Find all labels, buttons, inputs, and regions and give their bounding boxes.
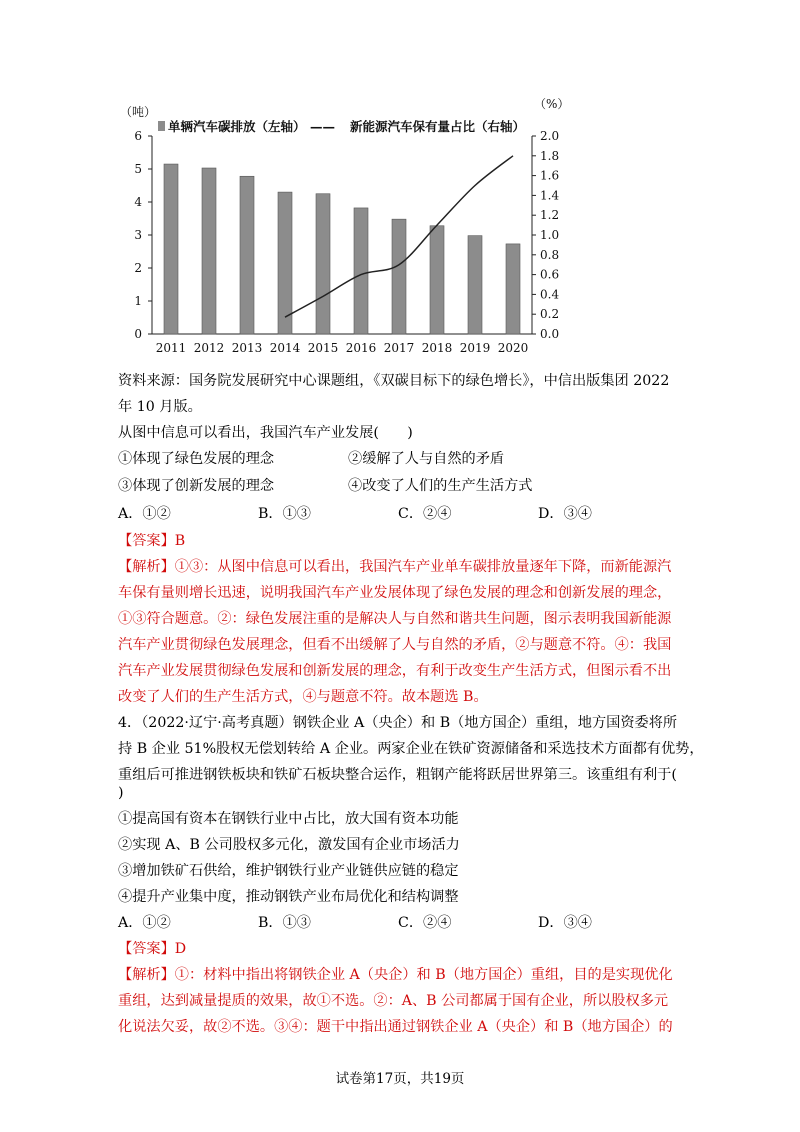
bar [468,236,482,334]
x-tick-label: 2016 [345,341,377,355]
q3-option-b: B．①③ [258,506,311,522]
right-tick-label: 0.0 [540,327,560,341]
x-tick-label: 2015 [307,341,339,355]
right-tick-label: 1.6 [540,168,560,183]
right-axis [532,129,559,341]
q4-answer: 【答案】D [118,941,187,957]
source-line-1: 资料来源：国务院发展研究中心课题组，《双碳目标下的绿色增长》，中信出版集团 2022 [118,373,670,389]
q3-statement-3: ③体现了创新发展的理念 [118,478,275,494]
q3-explanation-4: 汽车产业贯彻绿色发展理念，但看不出缓解了人与自然的矛盾，②与题意不符。④：我国 [118,637,672,653]
bar [278,192,292,334]
q4-option-c: C．②④ [398,915,452,931]
bar [316,194,330,334]
x-tick-label: 2014 [269,341,301,355]
right-tick-label: 1.4 [540,188,560,203]
bar [506,244,520,334]
legend-bar-label: 单辆汽车碳排放（左轴） [168,119,306,134]
q4-option-a: A．①② [118,915,171,931]
q4-stem-2: 持 B 企业 51%股权无偿划转给 A 企业。两家企业在铁矿资源储备和采选技术方面都有优势， [118,741,704,757]
right-tick-label: 0.4 [540,287,560,302]
x-axis-ticks [156,341,529,355]
left-tick-label: 5 [134,162,142,176]
left-tick-label: 0 [134,327,142,341]
x-tick-label: 2013 [231,341,263,355]
q3-statement-1: ①体现了绿色发展的理念 [118,451,275,467]
source-line-2: 年 10 月版。 [118,399,202,415]
bar [164,164,178,334]
right-tick-label: 0.8 [540,247,560,262]
left-tick-label: 2 [134,261,142,275]
q3-explanation-1: 【解析】①③：从图中信息可以看出，我国汽车产业单车碳排放量逐年下降，而新能源汽 [118,559,672,575]
q3-explanation-5: 汽车产业发展贯彻绿色发展和创新发展的理念，有利于改变生产生活方式，但图示看不出 [118,663,672,679]
right-tick-label: 0.6 [540,267,560,282]
left-tick-label: 3 [134,228,142,242]
q3-option-a: A．①② [118,506,171,522]
right-unit: （%） [534,97,570,111]
q3-answer: 【答案】B [118,533,186,549]
legend-line-label: 新能源汽车保有量占比（右轴） [350,119,526,134]
q4-explanation-3: 化说法欠妥，故②不选。③④：题干中指出通过钢铁企业 A（央企）和 B（地方国企）的 [118,1019,673,1035]
q4-statement-1: ①提高国有资本在钢铁行业中占比，放大国有资本功能 [118,811,459,827]
x-tick-label: 2020 [497,341,529,355]
q3-statement-4: ④改变了人们的生产生活方式 [348,478,533,494]
x-tick-label: 2012 [193,341,225,355]
q4-statement-4: ④提升产业集中度，推动钢铁产业布局优化和结构调整 [118,889,459,905]
right-tick-label: 1.0 [540,228,560,242]
bars [164,164,520,334]
right-tick-label: 1.2 [540,208,560,223]
q4-statement-2: ②实现 A、B 公司股权多元化，激发国有企业市场活力 [118,837,460,853]
q4-stem-4: ) [118,785,124,801]
x-tick-label: 2017 [383,341,415,355]
x-tick-label: 2019 [459,341,491,355]
q4-explanation-1: 【解析】①：材料中指出将钢铁企业 A（央企）和 B（地方国企）重组，目的是实现优化 [118,967,673,983]
q3-option-d: D．③④ [538,506,592,522]
q3-explanation-3: ①③符合题意。②：绿色发展注重的是解决人与自然和谐共生问题，图示表明我国新能源 [118,611,672,627]
left-tick-label: 4 [134,195,142,209]
right-tick-label: 2.0 [540,129,560,143]
bar [354,208,368,334]
left-unit: （吨） [120,105,157,119]
q4-stem-1: 4．（2022·辽宁·高考真题）钢铁企业 A（央企）和 B（地方国企）重组，地方国资委将所 [118,715,678,731]
q4-statement-3: ③增加铁矿石供给，维护钢铁行业产业链供应链的稳定 [118,863,459,879]
q3-option-c: C．②④ [398,506,452,522]
page-footer: 试卷第17页，共19页 [335,1071,465,1087]
right-tick-label: 1.8 [540,148,560,163]
x-tick-label: 2011 [155,341,187,355]
x-tick-label: 2018 [421,341,453,355]
bar [202,168,216,334]
bar [392,219,406,334]
legend-line-symbol: —— [310,119,335,134]
q3-explanation-6: 改变了人们的生产生活方式，④与题意不符。故本题选 B。 [118,689,488,705]
q3-stem: 从图中信息可以看出，我国汽车产业发展( ) [118,425,413,441]
left-tick-label: 1 [134,294,142,308]
legend-bar-swatch [158,121,165,131]
q3-explanation-2: 车保有量则增长迅速，说明我国汽车产业发展体现了绿色发展的理念和创新发展的理念， [118,585,672,601]
q4-option-d: D．③④ [538,915,592,931]
bar-line-chart [120,92,570,360]
right-tick-label: 0.2 [540,307,560,322]
q4-stem-3: 重组后可推进钢铁板块和铁矿石板块整合运作，粗钢产能将跃居世界第三。该重组有利于( [118,767,677,783]
bar [430,226,444,334]
bar [240,176,254,334]
left-tick-label: 6 [134,129,142,143]
q4-option-b: B．①③ [258,915,311,931]
q3-statement-2: ②缓解了人与自然的矛盾 [348,451,505,467]
q4-explanation-2: 重组，达到减量提质的效果，故①不选。②：A、B 公司都属于国有企业，所以股权多元 [118,993,669,1009]
